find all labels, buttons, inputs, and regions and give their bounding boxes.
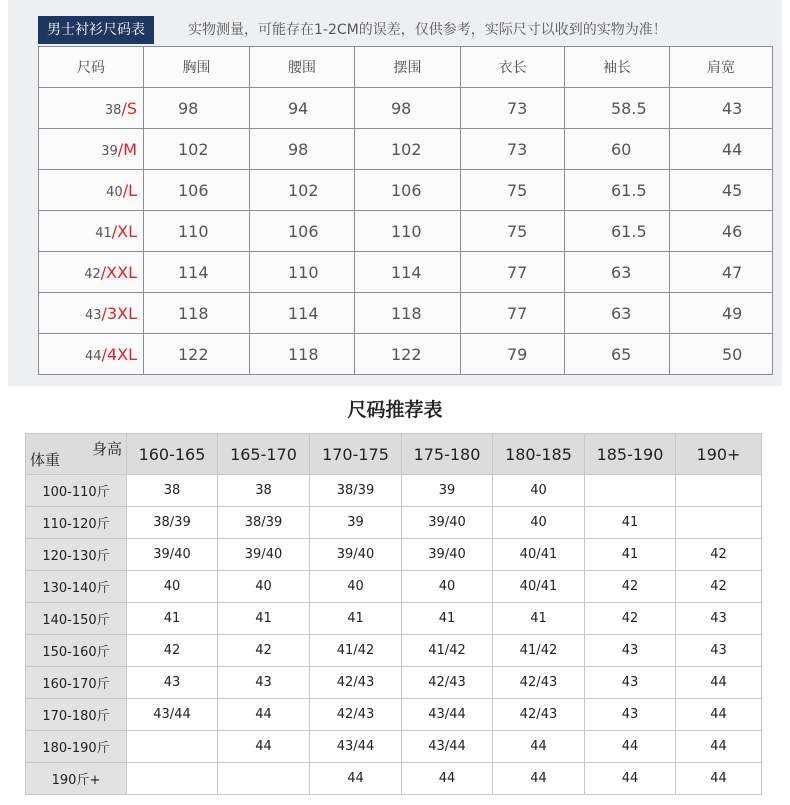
recommended-size: 39/40 [127, 539, 218, 571]
recommended-size: 39/40 [310, 539, 402, 571]
size-number: 43 [85, 307, 102, 323]
recommended-size: 40 [310, 571, 402, 603]
weight-row [26, 539, 762, 571]
shoulder-value: 49 [670, 293, 773, 334]
length-value: 75 [461, 211, 565, 252]
recommended-size: 43/44 [402, 699, 493, 731]
sleeve-value: 63 [565, 293, 670, 334]
size-letter: /XXL [100, 262, 137, 282]
recommended-size: 39 [310, 507, 402, 539]
sleeve-value: 61.5 [565, 170, 670, 211]
hem-value: 98 [355, 88, 461, 129]
height-header: 185-190 [585, 434, 676, 475]
size-letter: /S [121, 98, 137, 118]
recommended-size: 38/39 [218, 507, 310, 539]
header-chest: 胸围 [144, 47, 250, 88]
recommended-size: 41 [585, 539, 676, 571]
size-chart-table [38, 46, 773, 375]
recommended-size: 44 [676, 731, 762, 763]
size-label [39, 211, 144, 252]
hem-value: 106 [355, 170, 461, 211]
size-number: 44 [85, 348, 102, 364]
waist-value: 118 [250, 334, 355, 375]
recommended-size [127, 763, 218, 795]
waist-value: 110 [250, 252, 355, 293]
recommended-size: 42/43 [310, 667, 402, 699]
height-header: 160-165 [127, 434, 218, 475]
length-value: 73 [461, 88, 565, 129]
size-chart-header-row [39, 47, 773, 88]
size-row [39, 252, 773, 293]
recommended-size: 43 [585, 635, 676, 667]
size-number: 41 [95, 225, 112, 241]
recommended-size: 44 [585, 763, 676, 795]
recommended-size: 43 [218, 667, 310, 699]
recommended-size: 40 [127, 571, 218, 603]
recommended-size: 43/44 [402, 731, 493, 763]
recommendation-table [25, 433, 762, 795]
chest-value: 106 [144, 170, 250, 211]
size-row [39, 170, 773, 211]
recommended-size: 42 [585, 571, 676, 603]
size-row [39, 129, 773, 170]
recommended-size: 44 [218, 699, 310, 731]
hem-value: 114 [355, 252, 461, 293]
sleeve-value: 63 [565, 252, 670, 293]
recommended-size: 41/42 [310, 635, 402, 667]
weight-label: 190斤+ [26, 763, 127, 795]
size-chart-tag: 男士衬衫尺码表 [38, 16, 154, 44]
length-value: 79 [461, 334, 565, 375]
corner-height-label: 身高 [91, 440, 122, 458]
chest-value: 102 [144, 129, 250, 170]
length-value: 77 [461, 293, 565, 334]
size-label [39, 293, 144, 334]
chest-value: 110 [144, 211, 250, 252]
weight-row [26, 699, 762, 731]
recommended-size: 42 [218, 635, 310, 667]
recommended-size: 44 [676, 699, 762, 731]
recommended-size [585, 475, 676, 507]
height-header: 190+ [676, 434, 762, 475]
size-row [39, 293, 773, 334]
recommended-size: 41 [127, 603, 218, 635]
recommended-size: 38/39 [127, 507, 218, 539]
height-header-row [26, 434, 762, 475]
size-number: 39 [101, 143, 118, 159]
header-waist: 腰围 [250, 47, 355, 88]
recommended-size: 42/43 [402, 667, 493, 699]
waist-value: 102 [250, 170, 355, 211]
size-row [39, 211, 773, 252]
size-label [39, 252, 144, 293]
chest-value: 98 [144, 88, 250, 129]
header-size: 尺码 [39, 47, 144, 88]
length-value: 77 [461, 252, 565, 293]
size-letter: /3XL [101, 303, 137, 323]
hem-value: 102 [355, 129, 461, 170]
hem-value: 122 [355, 334, 461, 375]
waist-value: 106 [250, 211, 355, 252]
size-label [39, 170, 144, 211]
weight-label: 140-150斤 [26, 603, 127, 635]
recommended-size: 41/42 [402, 635, 493, 667]
recommended-size: 42 [676, 571, 762, 603]
recommended-size: 42/43 [493, 667, 585, 699]
weight-label: 170-180斤 [26, 699, 127, 731]
chest-value: 114 [144, 252, 250, 293]
size-label [39, 88, 144, 129]
weight-row [26, 731, 762, 763]
recommended-size: 44 [585, 731, 676, 763]
weight-label: 110-120斤 [26, 507, 127, 539]
size-number: 42 [84, 266, 101, 282]
recommended-size: 41/42 [493, 635, 585, 667]
size-letter: /XL [111, 221, 137, 241]
size-chart-section [8, 0, 782, 386]
recommended-size: 42/43 [310, 699, 402, 731]
chest-value: 118 [144, 293, 250, 334]
recommended-size: 43/44 [127, 699, 218, 731]
shoulder-value: 43 [670, 88, 773, 129]
recommended-size: 44 [218, 731, 310, 763]
recommended-size: 41 [585, 507, 676, 539]
recommended-size: 43/44 [310, 731, 402, 763]
recommended-size: 40 [218, 571, 310, 603]
header-shoulder: 肩宽 [670, 47, 773, 88]
weight-row [26, 475, 762, 507]
hem-value: 110 [355, 211, 461, 252]
recommended-size: 42 [127, 635, 218, 667]
recommended-size: 38 [127, 475, 218, 507]
sleeve-value: 60 [565, 129, 670, 170]
size-chart-note: 实物测量，可能存在1-2CM的误差，仅供参考，实际尺寸以收到的实物为准！ [188, 22, 667, 38]
recommended-size [127, 731, 218, 763]
recommended-size: 41 [402, 603, 493, 635]
recommended-size: 43 [676, 603, 762, 635]
corner-weight-label: 体重 [30, 451, 61, 469]
header-hem: 摆围 [355, 47, 461, 88]
height-header: 165-170 [218, 434, 310, 475]
recommended-size [676, 475, 762, 507]
recommended-size: 42/43 [493, 699, 585, 731]
sleeve-value: 61.5 [565, 211, 670, 252]
weight-row [26, 507, 762, 539]
recommended-size: 42 [585, 603, 676, 635]
recommended-size: 43 [585, 667, 676, 699]
recommended-size: 44 [493, 763, 585, 795]
weight-row [26, 635, 762, 667]
corner-cell [26, 434, 127, 475]
shoulder-value: 47 [670, 252, 773, 293]
recommended-size: 39/40 [402, 507, 493, 539]
chest-value: 122 [144, 334, 250, 375]
sleeve-value: 65 [565, 334, 670, 375]
recommended-size [676, 507, 762, 539]
header-length: 衣长 [461, 47, 565, 88]
recommended-size: 41 [493, 603, 585, 635]
weight-label: 150-160斤 [26, 635, 127, 667]
size-letter: /4XL [101, 344, 137, 364]
height-header: 175-180 [402, 434, 493, 475]
recommended-size: 38 [218, 475, 310, 507]
weight-label: 160-170斤 [26, 667, 127, 699]
recommended-size: 40 [402, 571, 493, 603]
waist-value: 94 [250, 88, 355, 129]
size-label [39, 129, 144, 170]
recommended-size: 40/41 [493, 571, 585, 603]
size-letter: /M [117, 139, 137, 159]
size-number: 40 [106, 184, 123, 200]
length-value: 73 [461, 129, 565, 170]
shoulder-value: 45 [670, 170, 773, 211]
height-header: 180-185 [493, 434, 585, 475]
recommended-size: 43 [585, 699, 676, 731]
recommended-size: 44 [493, 731, 585, 763]
weight-label: 180-190斤 [26, 731, 127, 763]
weight-row [26, 603, 762, 635]
size-row [39, 88, 773, 129]
hem-value: 118 [355, 293, 461, 334]
height-header: 170-175 [310, 434, 402, 475]
recommended-size: 39/40 [402, 539, 493, 571]
weight-row [26, 571, 762, 603]
recommended-size: 41 [218, 603, 310, 635]
weight-label: 120-130斤 [26, 539, 127, 571]
size-letter: /L [122, 180, 137, 200]
recommended-size [218, 763, 310, 795]
recommended-size: 44 [402, 763, 493, 795]
recommended-size: 43 [127, 667, 218, 699]
recommended-size: 44 [676, 763, 762, 795]
weight-label: 100-110斤 [26, 475, 127, 507]
size-number: 38 [104, 102, 122, 118]
header-sleeve: 袖长 [565, 47, 670, 88]
recommended-size: 40 [493, 475, 585, 507]
length-value: 75 [461, 170, 565, 211]
recommended-size: 41 [310, 603, 402, 635]
shoulder-value: 46 [670, 211, 773, 252]
shoulder-value: 50 [670, 334, 773, 375]
size-label [39, 334, 144, 375]
weight-row [26, 763, 762, 795]
recommended-size: 40 [493, 507, 585, 539]
shoulder-value: 44 [670, 129, 773, 170]
weight-label: 130-140斤 [26, 571, 127, 603]
recommendation-title: 尺码推荐表 [347, 399, 443, 421]
size-row [39, 334, 773, 375]
recommended-size: 40/41 [493, 539, 585, 571]
recommended-size: 42 [676, 539, 762, 571]
recommended-size: 38/39 [310, 475, 402, 507]
waist-value: 98 [250, 129, 355, 170]
weight-row [26, 667, 762, 699]
recommended-size: 44 [310, 763, 402, 795]
recommended-size: 39 [402, 475, 493, 507]
sleeve-value: 58.5 [565, 88, 670, 129]
recommended-size: 43 [676, 635, 762, 667]
recommended-size: 44 [676, 667, 762, 699]
recommended-size: 39/40 [218, 539, 310, 571]
waist-value: 114 [250, 293, 355, 334]
